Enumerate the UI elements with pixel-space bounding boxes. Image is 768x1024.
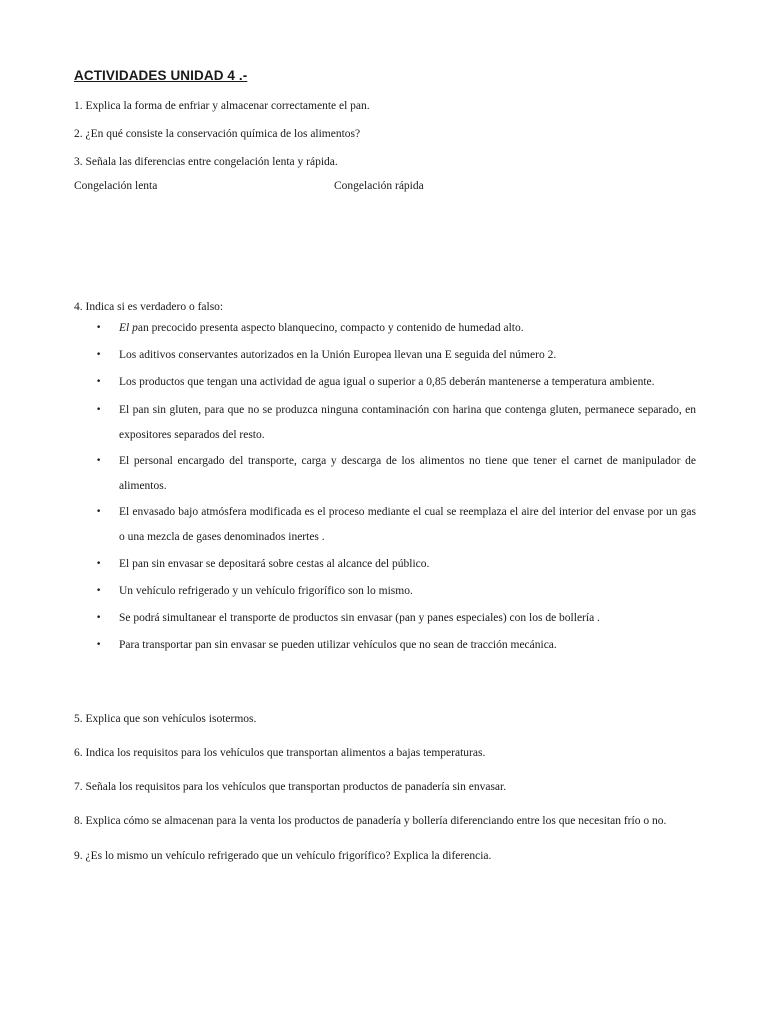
list-item	[96, 606, 696, 631]
question-5: 5. Explica que son vehículos isotermos.	[74, 713, 257, 725]
question-7: 7. Señala los requisitos para los vehículos que transportan productos de panadería sin envasar.	[74, 781, 507, 793]
list-item-text: El pan sin gluten, para que no se produzca ninguna contaminación con harina que contenga gluten, permanece separado, en expositores separados del resto.	[119, 404, 696, 441]
question-4: 4. Indica si es verdadero o falso:	[74, 301, 224, 313]
bullet-icon: •	[96, 323, 102, 333]
bullet-icon: •	[96, 559, 102, 569]
bullet-icon: •	[96, 350, 102, 360]
list-item-text: Los aditivos conservantes autorizados en la Unión Europea llevan una E seguida del número 2.	[119, 349, 557, 361]
list-item-text: Los productos que tengan una actividad de agua igual o superior a 0,85 deberán mantenerse a temperatura ambiente.	[119, 376, 655, 388]
bullet-icon: •	[96, 456, 102, 466]
bullet-icon: •	[96, 377, 102, 387]
question-8: 8. Explica cómo se almacenan para la venta los productos de panadería y bollería diferenciando entre los que necesitan frío o no.	[74, 815, 667, 827]
question-6: 6. Indica los requisitos para los vehículos que transportan alimentos a bajas temperaturas.	[74, 747, 486, 759]
column-label-slow-freezing: Congelación lenta	[74, 180, 158, 192]
list-item-text: El envasado bajo atmósfera modificada es el proceso mediante el cual se reemplaza el aire del interior del envase por un gas o una mezcla de gases denominados inertes .	[119, 506, 696, 543]
list-item-text: Para transportar pan sin envasar se pueden utilizar vehículos que no sean de tracción mecánica.	[119, 639, 557, 651]
bullet-icon: •	[96, 586, 102, 596]
list-item	[96, 500, 696, 550]
bullet-icon: •	[96, 640, 102, 650]
list-item-text: Se podrá simultanear el transporte de productos sin envasar (pan y panes especiales) con los de bollería .	[119, 612, 600, 624]
list-item	[96, 316, 696, 341]
list-item	[96, 343, 696, 368]
list-item	[96, 579, 696, 604]
bullet-icon: •	[96, 507, 102, 517]
question-2: 2. ¿En qué consiste la conservación química de los alimentos?	[74, 128, 361, 140]
list-item	[96, 398, 696, 448]
document-title: ACTIVIDADES UNIDAD 4 .-	[74, 68, 248, 83]
list-item	[96, 633, 696, 658]
question-1: 1. Explica la forma de enfriar y almacenar correctamente el pan.	[74, 100, 370, 112]
question-9: 9. ¿Es lo mismo un vehículo refrigerado que un vehículo frigorífico? Explica la diferencia.	[74, 850, 492, 862]
list-item-text: Un vehículo refrigerado y un vehículo frigorífico son lo mismo.	[119, 585, 413, 597]
list-item	[96, 552, 696, 577]
list-item	[96, 370, 696, 395]
list-item-text: El personal encargado del transporte, carga y descarga de los alimentos no tiene que tener el carnet de manipulador de alimentos.	[119, 455, 696, 492]
column-label-fast-freezing: Congelación rápida	[334, 180, 424, 192]
list-item	[96, 449, 696, 499]
list-item-text: El pan sin envasar se depositará sobre cestas al alcance del público.	[119, 558, 430, 570]
bullet-icon: •	[96, 405, 102, 415]
bullet-icon: •	[96, 613, 102, 623]
question-3: 3. Señala las diferencias entre congelación lenta y rápida.	[74, 156, 338, 168]
list-item-text: El pan precocido presenta aspecto blanquecino, compacto y contenido de humedad alto.	[119, 322, 524, 334]
